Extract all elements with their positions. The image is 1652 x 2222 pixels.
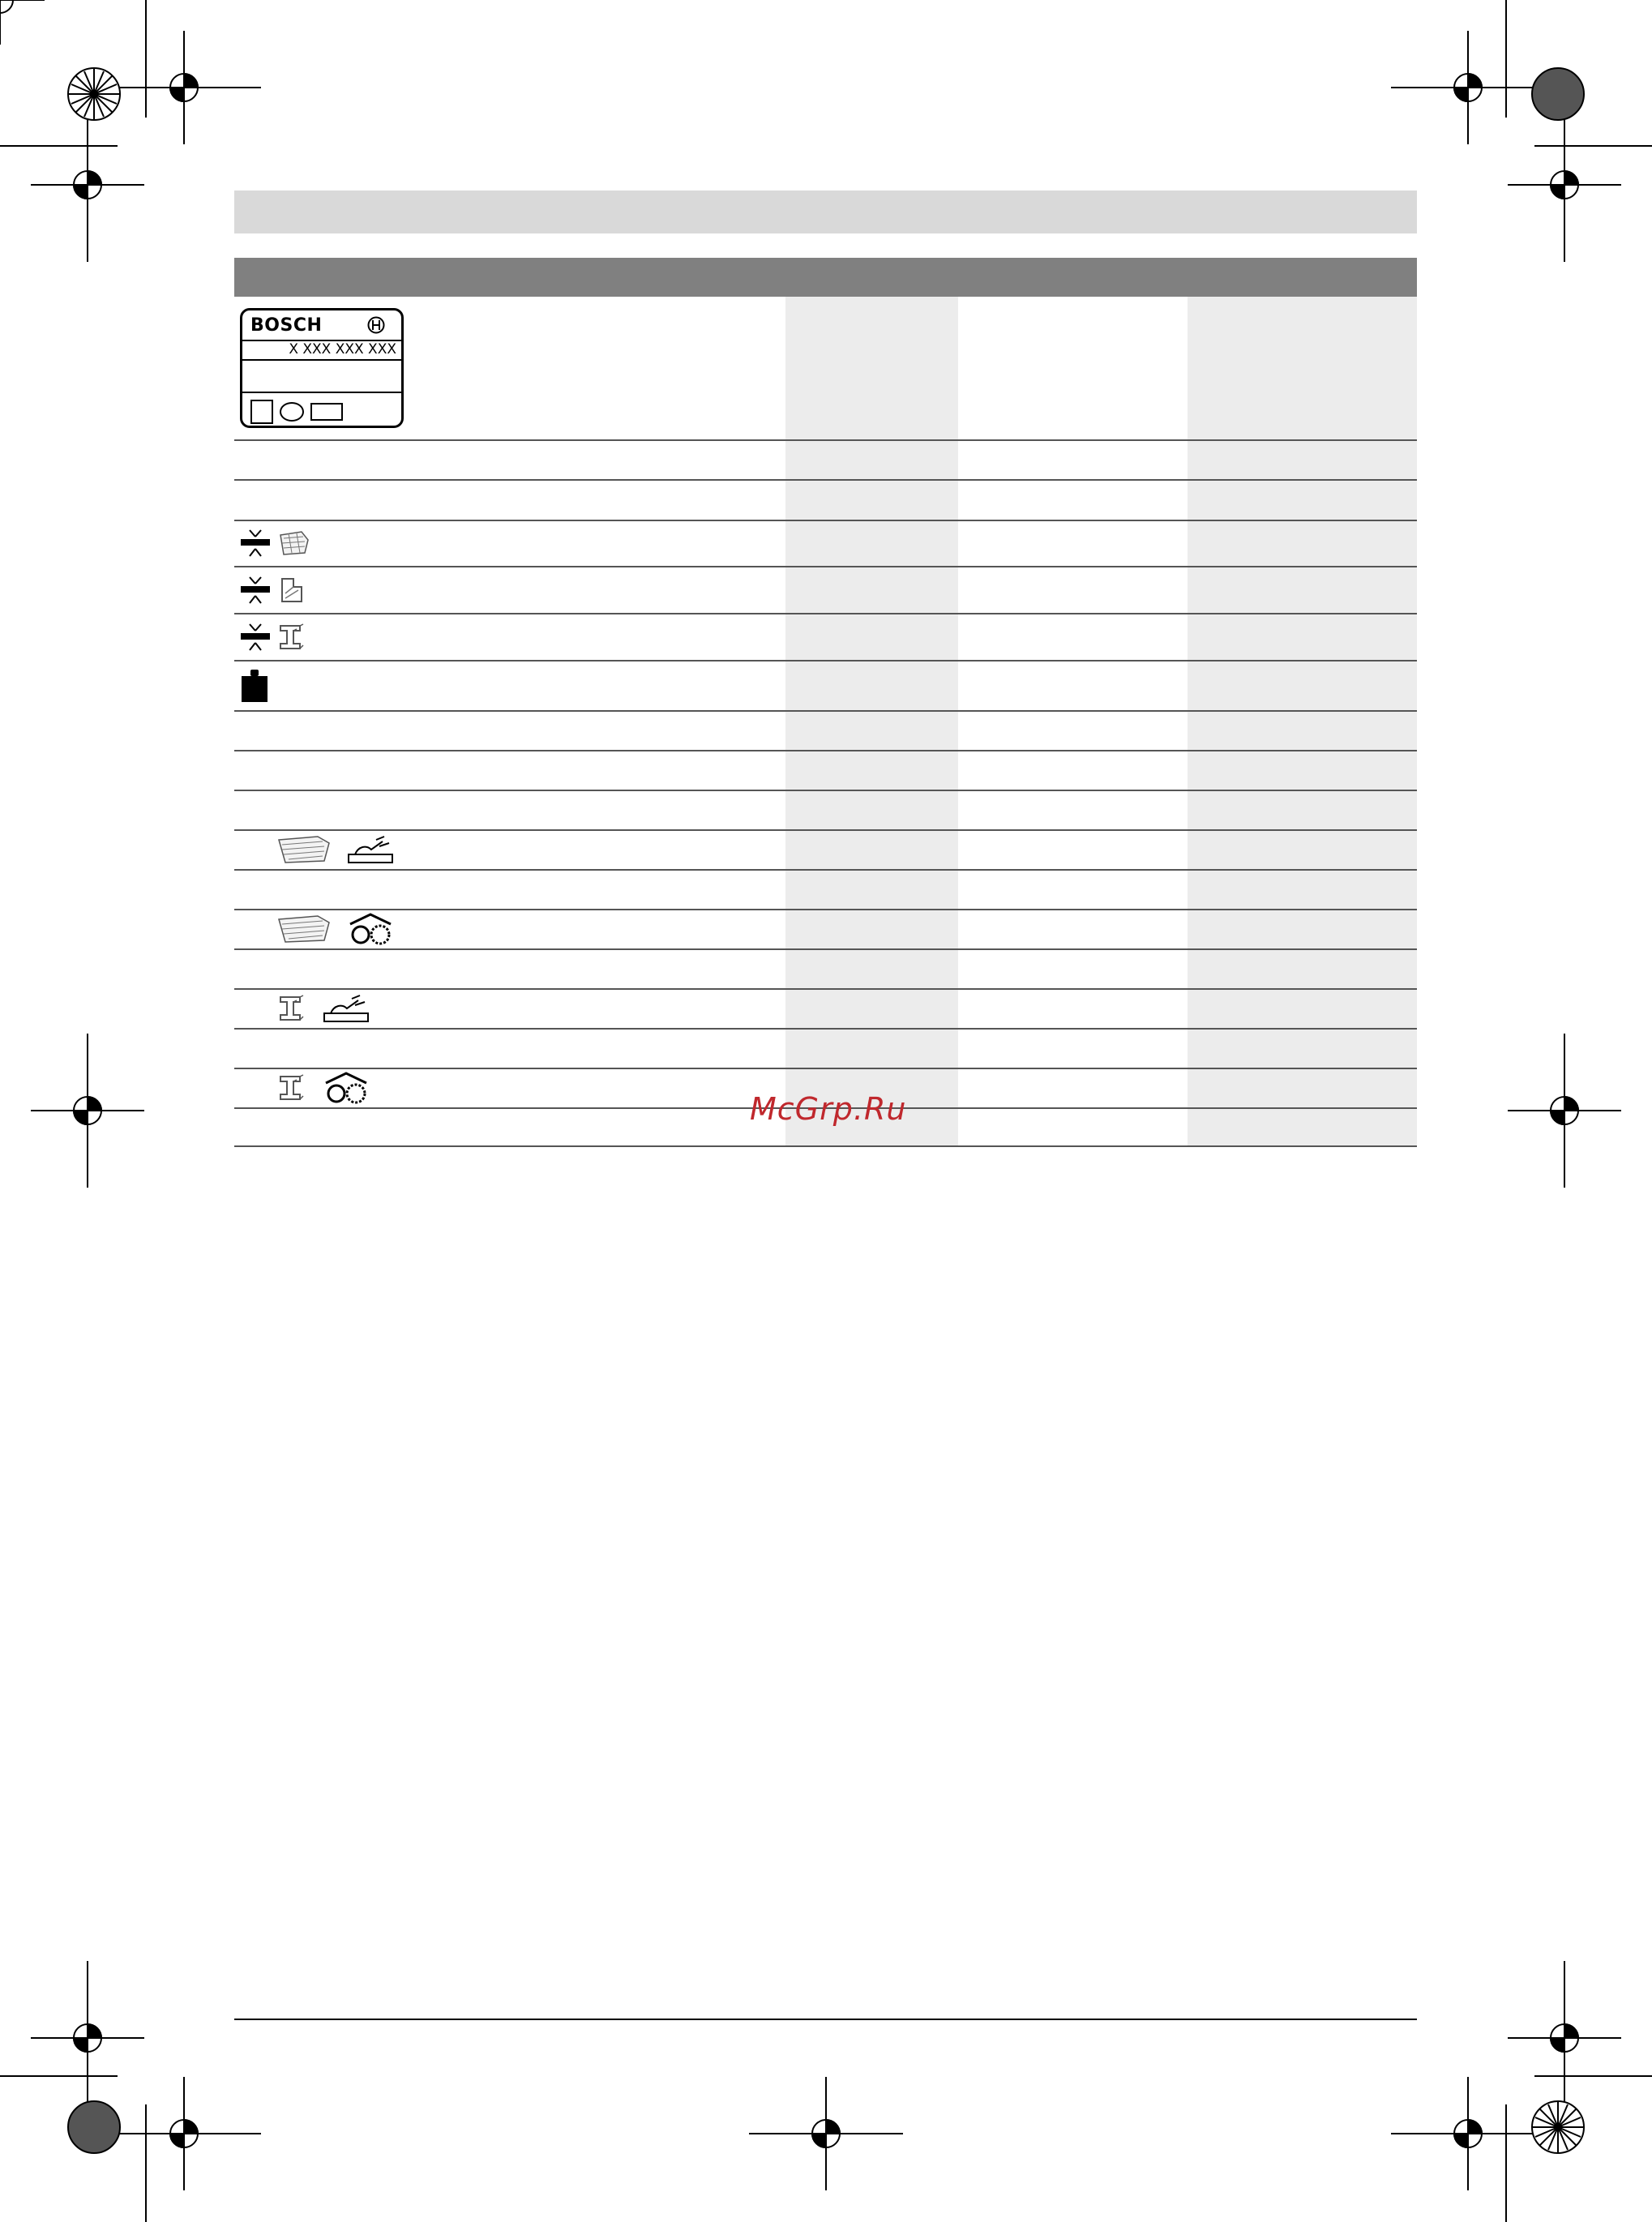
type-plate-brand: BOSCH [250,315,323,336]
footer-rule [234,2019,1417,2020]
steel-icon [277,994,305,1023]
table-header-bar [234,258,1417,297]
row-divider [234,1068,1417,1069]
cutting-depth-icon [240,529,271,558]
wood-icon [277,835,331,864]
row-divider [234,479,1417,481]
weight-icon [240,670,269,704]
nonferrous-metal-icon [277,576,305,605]
orbital-action-icon [347,911,394,947]
bosch-logo-icon [367,316,385,334]
hand-vibration-icon [347,835,396,864]
watermark-text: McGrp.Ru [750,1091,907,1127]
hand-vibration-icon [323,994,371,1023]
wood-icon [277,914,331,944]
type-plate [240,308,404,428]
row-divider [234,829,1417,831]
rectangle-symbol [310,403,343,421]
orbital-action-icon [323,1070,370,1106]
data-column-1 [785,297,958,1146]
cutting-depth-icon [240,576,271,605]
row-divider [234,948,1417,950]
oval-symbol [280,402,304,422]
row-divider [234,1145,1417,1147]
row-divider [234,660,1417,661]
row-divider [234,790,1417,791]
cutting-depth-icon [240,623,271,652]
row-divider [234,613,1417,614]
row-divider [234,988,1417,990]
steel-icon [277,623,305,652]
type-plate-article-number: X XXX XXX XXX [289,341,396,357]
row-divider [234,750,1417,751]
row-divider [234,710,1417,712]
square-symbol [250,400,273,424]
row-divider [234,520,1417,521]
page-header-bar [234,191,1417,233]
wood-icon [277,530,310,556]
data-column-3 [1188,297,1417,1146]
row-divider [234,909,1417,910]
row-divider [234,566,1417,567]
steel-icon [277,1073,305,1102]
row-divider [234,869,1417,871]
row-divider [234,439,1417,441]
row-divider [234,1028,1417,1030]
